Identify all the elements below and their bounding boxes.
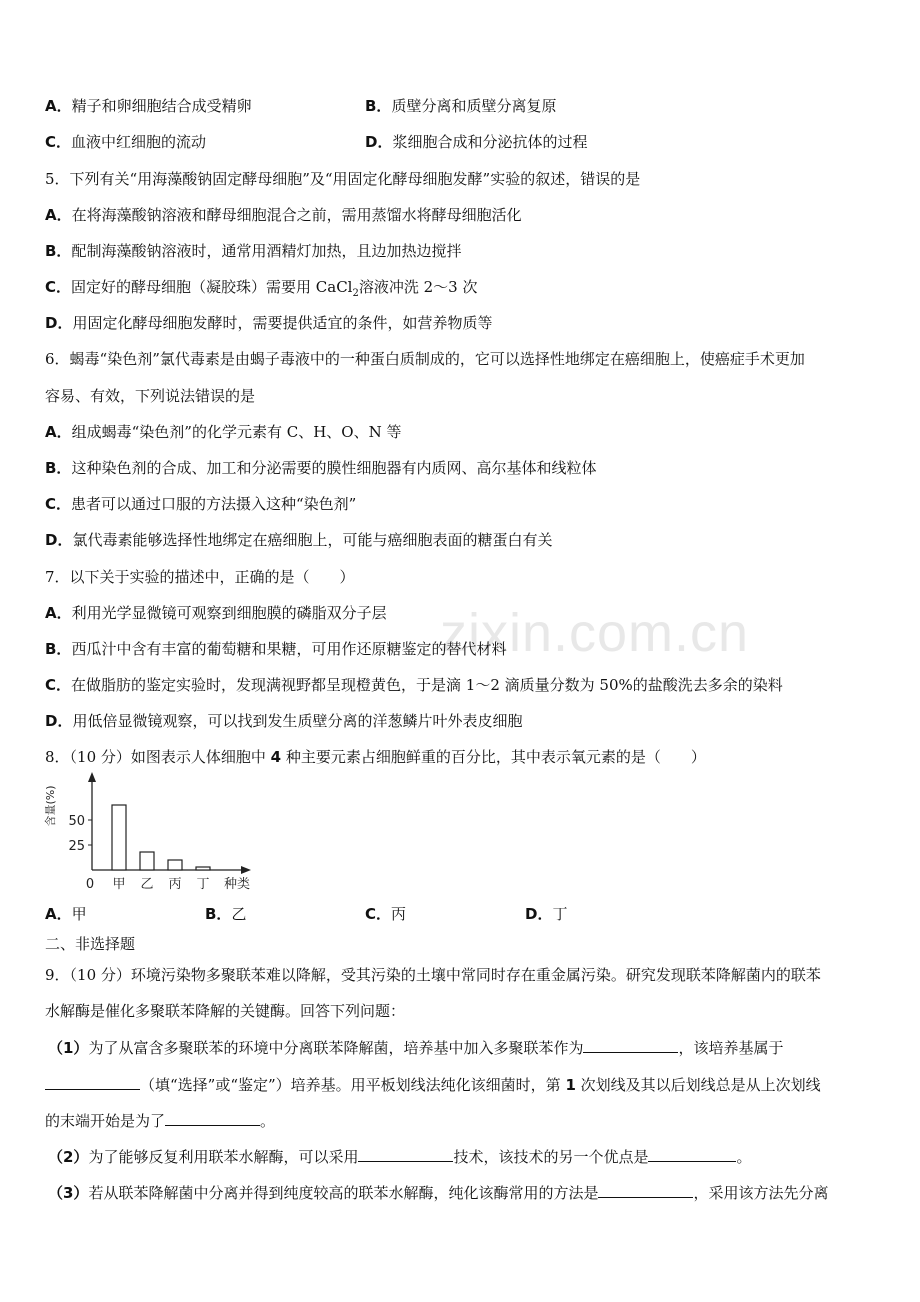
bar-丙 bbox=[168, 860, 182, 870]
blank-4[interactable] bbox=[358, 1146, 453, 1162]
q9-part1-line3: 的末端开始是为了 。 bbox=[45, 1112, 276, 1130]
x-axis-arrow bbox=[241, 866, 251, 874]
x-tick-label: 甲 bbox=[112, 877, 126, 892]
q8-option-c: C．丙 bbox=[365, 905, 407, 923]
q9-part2: （2）为了能够反复利用联苯水解酶，可以采用 技术，该技术的另一个优点是 。 bbox=[48, 1148, 752, 1166]
q4-option-a: A．精子和卵细胞结合成受精卵 bbox=[45, 97, 252, 115]
q7-option-b: B．西瓜汁中含有丰富的葡萄糖和果糖，可用作还原糖鉴定的替代材料 bbox=[45, 640, 507, 658]
q9-part1-line2: （填“选择”或“鉴定”）培养基。用平板划线法纯化该细菌时，第 1 次划线及其以后划线总是从上次划线 bbox=[45, 1074, 821, 1095]
x-tick-label: 丙 bbox=[168, 877, 182, 892]
q5-stem: 5．下列有关“用海藻酸钠固定酵母细胞”及“用固定化酵母细胞发酵”实验的叙述，错误的是 bbox=[45, 170, 641, 188]
q7-option-c: C．在做脂肪的鉴定实验时，发现满视野都呈现橙黄色，于是滴 1～2 滴质量分数为 50%的盐酸洗去多余的染料 bbox=[45, 676, 783, 694]
origin-label: 0 bbox=[85, 877, 95, 892]
bar-甲 bbox=[112, 805, 126, 870]
q6-option-d: D．氯代毒素能够选择性地绑定在癌细胞上，可能与癌细胞表面的糖蛋白有关 bbox=[45, 531, 553, 549]
bar-丁 bbox=[196, 867, 210, 870]
q4-option-c: C．血液中红细胞的流动 bbox=[45, 133, 207, 151]
blank-5[interactable] bbox=[648, 1146, 736, 1162]
q5-option-b: B．配制海藻酸钠溶液时，通常用酒精灯加热，且边加热边搅拌 bbox=[45, 242, 462, 260]
q6-option-a: A．组成蝎毒“染色剂”的化学元素有 C、H、O、N 等 bbox=[45, 423, 402, 441]
x-axis-label: 种类 bbox=[223, 877, 251, 892]
q7-option-a: A．利用光学显微镜可观察到细胞膜的磷脂双分子层 bbox=[45, 604, 387, 622]
q9-part1-line1: （1）为了从富含多聚联苯的环境中分离联苯降解菌，培养基中加入多聚联苯作为 ，该培养基属于 bbox=[48, 1039, 784, 1057]
q9-stem-line2: 水解酶是催化多聚联苯降解的关键酶。回答下列问题： bbox=[45, 1002, 406, 1020]
bar-乙 bbox=[140, 852, 154, 870]
y-tick-label: 50 bbox=[68, 814, 85, 829]
blank-3[interactable] bbox=[165, 1110, 260, 1126]
y-axis-arrow bbox=[88, 772, 96, 782]
x-tick-label: 乙 bbox=[140, 877, 154, 892]
q8-stem: 8．（10 分）如图表示人体细胞中 4 种主要元素占细胞鲜重的百分比，其中表示氧元素的是（ ） bbox=[45, 748, 706, 766]
q8-option-d: D．丁 bbox=[525, 905, 568, 923]
q7-option-d: D．用低倍显微镜观察，可以找到发生质壁分离的洋葱鳞片叶外表皮细胞 bbox=[45, 712, 523, 730]
q8-option-a: A．甲 bbox=[45, 905, 87, 923]
q4-option-d: D．浆细胞合成和分泌抗体的过程 bbox=[365, 133, 588, 151]
q6-option-c: C．患者可以通过口服的方法摄入这种“染色剂” bbox=[45, 495, 357, 513]
q7-stem: 7．以下关于实验的描述中，正确的是（ ） bbox=[45, 568, 355, 586]
q4-option-b: B．质壁分离和质壁分离复原 bbox=[365, 97, 557, 115]
q6-stem-line2: 容易、有效，下列说法错误的是 bbox=[45, 387, 256, 405]
q5-option-c: C．固定好的酵母细胞（凝胶珠）需要用 CaCl$_2$溶液冲洗 2～3 次 bbox=[45, 278, 478, 299]
blank-2[interactable] bbox=[45, 1074, 140, 1090]
q6-option-b: B．这种染色剂的合成、加工和分泌需要的膜性细胞器有内质网、高尔基体和线粒体 bbox=[45, 459, 597, 477]
q8-bar-chart bbox=[40, 770, 270, 895]
blank-1[interactable] bbox=[583, 1037, 678, 1053]
q5-option-a: A．在将海藻酸钠溶液和酵母细胞混合之前，需用蒸馏水将酵母细胞活化 bbox=[45, 206, 522, 224]
q5-option-d: D．用固定化酵母细胞发酵时，需要提供适宜的条件，如营养物质等 bbox=[45, 314, 493, 332]
y-axis-label: 含量(%) bbox=[44, 785, 57, 827]
q8-option-b: B．乙 bbox=[205, 905, 247, 923]
section-heading: 二、非选择题 bbox=[45, 935, 136, 953]
y-tick-label: 25 bbox=[68, 839, 85, 854]
q6-stem-line1: 6．蝎毒“染色剂”氯代毒素是由蝎子毒液中的一种蛋白质制成的，它可以选择性地绑定在癌细胞上，使癌症手术更加 bbox=[45, 350, 805, 368]
q9-stem-line1: 9．（10 分）环境污染物多聚联苯难以降解，受其污染的土壤中常同时存在重金属污染。研究发现联苯降解菌内的联苯 bbox=[45, 966, 821, 984]
q9-part3: （3）若从联苯降解菌中分离并得到纯度较高的联苯水解酶，纯化该酶常用的方法是 ，采用该方法先分离 bbox=[48, 1184, 829, 1202]
blank-6[interactable] bbox=[598, 1182, 693, 1198]
watermark: zixin.com.cn bbox=[440, 603, 750, 663]
x-tick-label: 丁 bbox=[196, 877, 210, 892]
